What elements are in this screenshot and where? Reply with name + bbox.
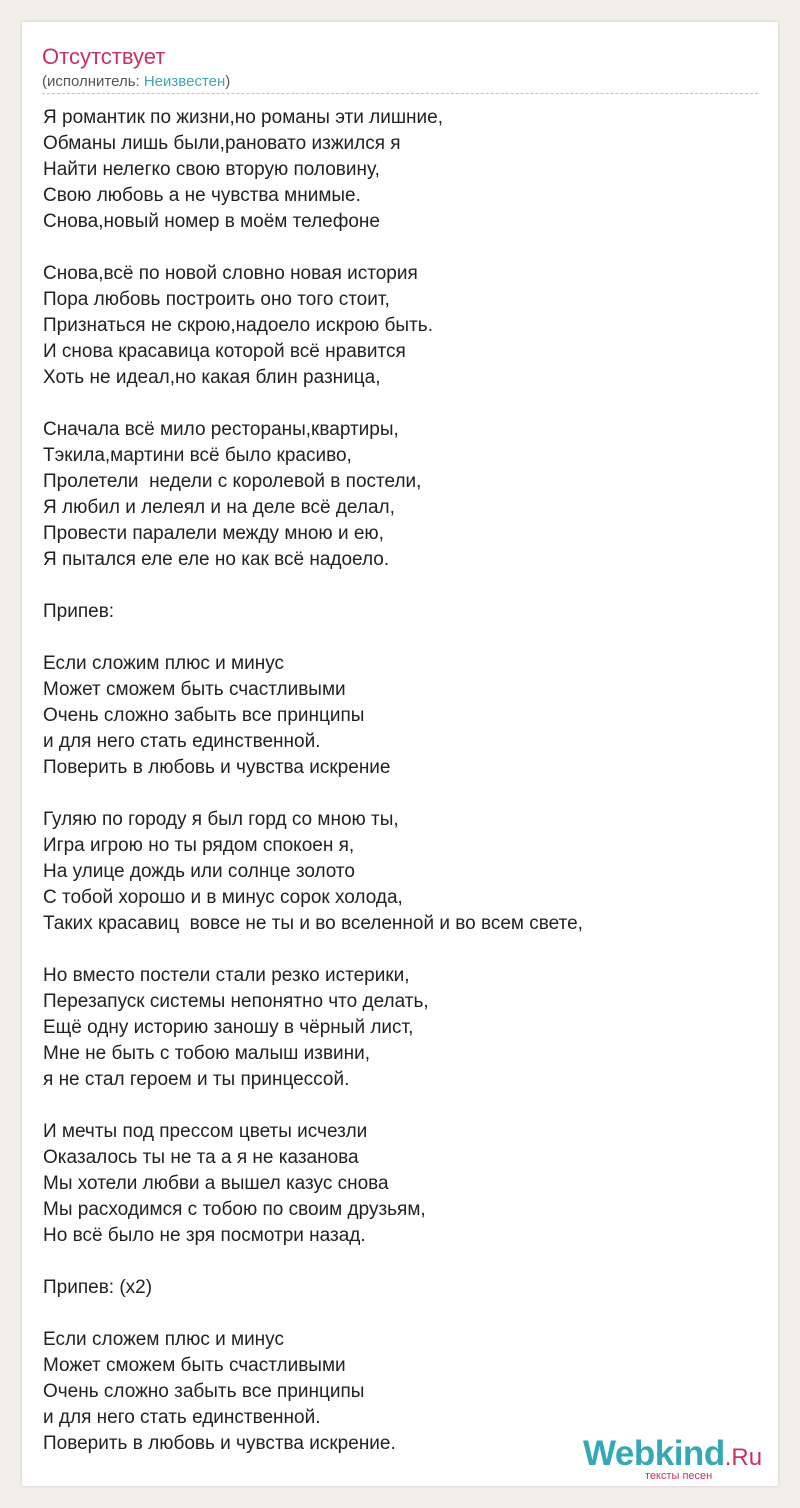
lyrics-line: Мы хотели любви а вышел казус снова [43,1173,389,1194]
lyrics-line: Найти нелегко свою вторую половину, [43,159,380,180]
lyrics-line: Поверить в любовь и чувства искрение. [43,1433,396,1454]
song-title: Отсутствует [42,44,166,69]
lyrics-line: Может сможем быть счастливыми [43,1355,346,1376]
lyrics-line: Тэкила,мартини всё было красиво, [43,445,352,466]
lyrics-line: Мы расходимся с тобою по своим друзьям, [43,1199,426,1220]
lyrics-line: Может сможем быть счастливыми [43,679,346,700]
artist-suffix: ) [225,73,231,90]
lyrics-line: Поверить в любовь и чувства искрение [43,757,391,778]
lyrics-line: Но вместо постели стали резко истерики, [43,965,410,986]
lyrics-line: Снова,всё по новой словно новая история [43,263,418,284]
lyrics-line: Очень сложно забыть все принципы [43,705,365,726]
lyrics-line: И снова красавица которой всё нравится [43,341,406,362]
logo-tld: .Ru [724,1444,763,1471]
lyrics-line: На улице дождь или солнце золото [43,861,355,882]
lyrics-line: Свою любовь а не чувства мнимые. [43,185,361,206]
lyrics-line: Перезапуск системы непонятно что делать, [43,991,429,1012]
lyrics-line: Если сложим плюс и минус [43,653,285,674]
artist-link[interactable]: Неизвестен [143,73,226,90]
logo-brand: Webkind [583,1434,725,1473]
lyrics-line: Снова,новый номер в моём телефоне [43,211,380,232]
lyrics-line: Я любил и лелеял и на деле всё делал, [43,497,395,518]
lyrics-line: Обманы лишь были,рановато изжился я [43,133,401,154]
title-divider [42,93,758,94]
lyrics-line: И мечты под прессом цветы исчезли [43,1121,368,1142]
lyrics-line: Игра игрою но ты рядом спокоен я, [43,835,355,856]
lyrics-line: Оказалось ты не та а я не казанова [43,1147,359,1168]
artist-prefix: (исполнитель: [42,73,144,90]
lyrics-line: Таких красавиц вовсе не ты и во вселенной и во всем свете, [43,913,583,934]
lyrics-line: и для него стать единственной. [43,1407,321,1428]
lyrics-line: Но всё было не зря посмотри назад. [43,1225,366,1246]
lyrics-line: Припев: [43,601,115,622]
lyrics-line: Я романтик по жизни,но романы эти лишние, [43,107,444,128]
lyrics-line: Пролетели недели с королевой в постели, [43,471,422,492]
lyrics-line: и для него стать единственной. [43,731,321,752]
webkind-logo[interactable] [583,1434,773,1484]
lyrics-text [43,105,758,1457]
lyrics-line: Если сложем плюс и минус [43,1329,284,1350]
lyrics-line: Очень сложно забыть все принципы [43,1381,365,1402]
lyrics-line: Гуляю по городу я был горд со мною ты, [43,809,399,830]
artist-line [42,73,230,91]
lyrics-line: я не стал героем и ты принцессой. [43,1069,350,1090]
lyrics-line: Пора любовь построить оно того стоит, [43,289,390,310]
lyrics-line: Ещё одну историю заношу в чёрный лист, [43,1017,414,1038]
lyrics-line: Провести паралели между мною и ею, [43,523,384,544]
lyrics-line: Мне не быть с тобою малыш извини, [43,1043,371,1064]
lyrics-line: С тобой хорошо и в минус сорок холода, [43,887,403,908]
lyrics-line: Припев: (x2) [43,1277,153,1298]
logo-tagline: тексты песен [645,1470,713,1482]
lyrics-line: Сначала всё мило рестораны,квартиры, [43,419,399,440]
lyrics-line: Признаться не скрою,надоело искрою быть. [43,315,433,336]
lyrics-line: Я пытался еле еле но как всё надоело. [43,549,390,570]
lyrics-line: Хоть не идеал,но какая блин разница, [43,367,381,388]
